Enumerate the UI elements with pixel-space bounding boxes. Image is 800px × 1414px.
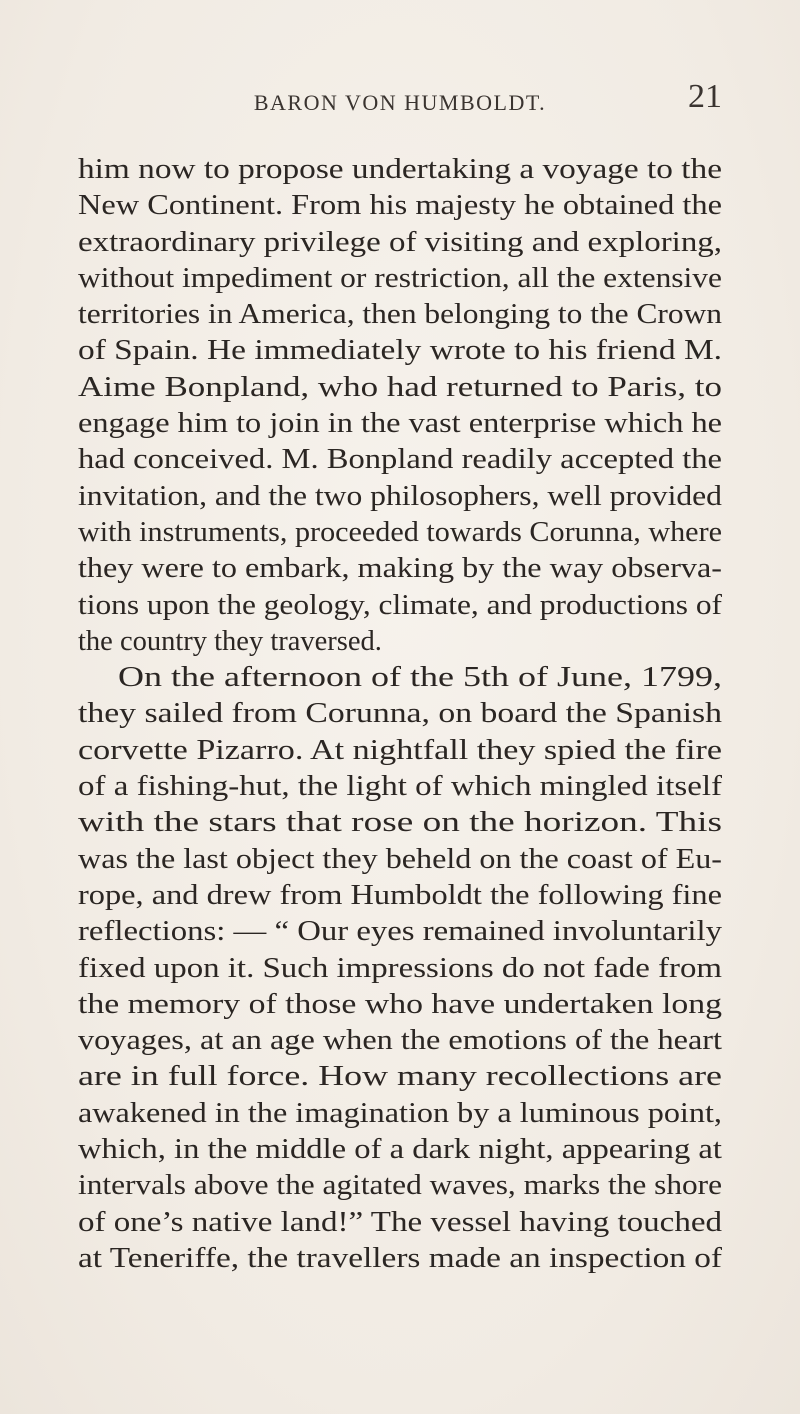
text-line: voyages, at an age when the emotions of the heart: [78, 1025, 723, 1057]
text-line: extraordinary privilege of visiting and exploring,: [78, 226, 722, 258]
text-line: territories in America, then belonging to the Crown: [78, 299, 722, 331]
text-line: was the last object they beheld on the coast of Eu-: [78, 843, 722, 875]
text-line: at Teneriffe, the travellers made an inspection of: [78, 1242, 723, 1274]
text-line: with instruments, proceeded towards Corunna, where: [78, 516, 723, 548]
text-line: are in full force. How many recollections are: [78, 1061, 723, 1093]
text-line: rope, and drew from Humboldt the following fine: [78, 879, 723, 911]
running-head: [0, 78, 800, 118]
text-line: fixed upon it. Such impressions do not fade from: [78, 952, 722, 984]
text-line: the memory of those who have undertaken long: [78, 988, 722, 1020]
text-line: the country they traversed.: [78, 625, 382, 657]
text-line: Aime Bonpland, who had returned to Paris, to: [78, 371, 722, 403]
text-line: of Spain. He immediately wrote to his friend M.: [78, 335, 723, 367]
text-line: New Continent. From his majesty he obtained the: [78, 190, 722, 222]
text-line: they were to embark, making by the way observa-: [78, 553, 722, 585]
body-text: [0, 152, 800, 1277]
text-line: engage him to join in the vast enterprise which he: [78, 408, 723, 440]
text-line: awakened in the imagination by a luminous point,: [78, 1097, 722, 1129]
text-line: had conceived. M. Bonpland readily accepted the: [78, 444, 723, 476]
text-line: reflections: — “ Our eyes remained involuntarily: [78, 916, 722, 948]
text-line: tions upon the geology, climate, and productions of: [78, 589, 723, 621]
text-line: without impediment or restriction, all the extensive: [78, 262, 722, 294]
page-number: 21: [688, 78, 722, 115]
text-line: On the afternoon of the 5th of June, 1799,: [118, 662, 722, 694]
text-line: him now to propose undertaking a voyage to the: [78, 154, 722, 185]
text-line: with the stars that rose on the horizon. This: [78, 807, 722, 839]
text-line: they sailed from Corunna, on board the Spanish: [78, 698, 722, 730]
running-title: BARON VON HUMBOLDT.: [253, 90, 547, 115]
text-line: which, in the middle of a dark night, appearing at: [78, 1134, 722, 1166]
text-line: intervals above the agitated waves, marks the shore: [78, 1170, 723, 1202]
text-line: of a fishing-hut, the light of which mingled itself: [78, 771, 722, 803]
text-line: corvette Pizarro. At nightfall they spied the fire: [78, 734, 722, 766]
text-line: of one’s native land!” The vessel having touched: [78, 1206, 723, 1238]
text-line: invitation, and the two philosophers, well provided: [78, 480, 722, 512]
